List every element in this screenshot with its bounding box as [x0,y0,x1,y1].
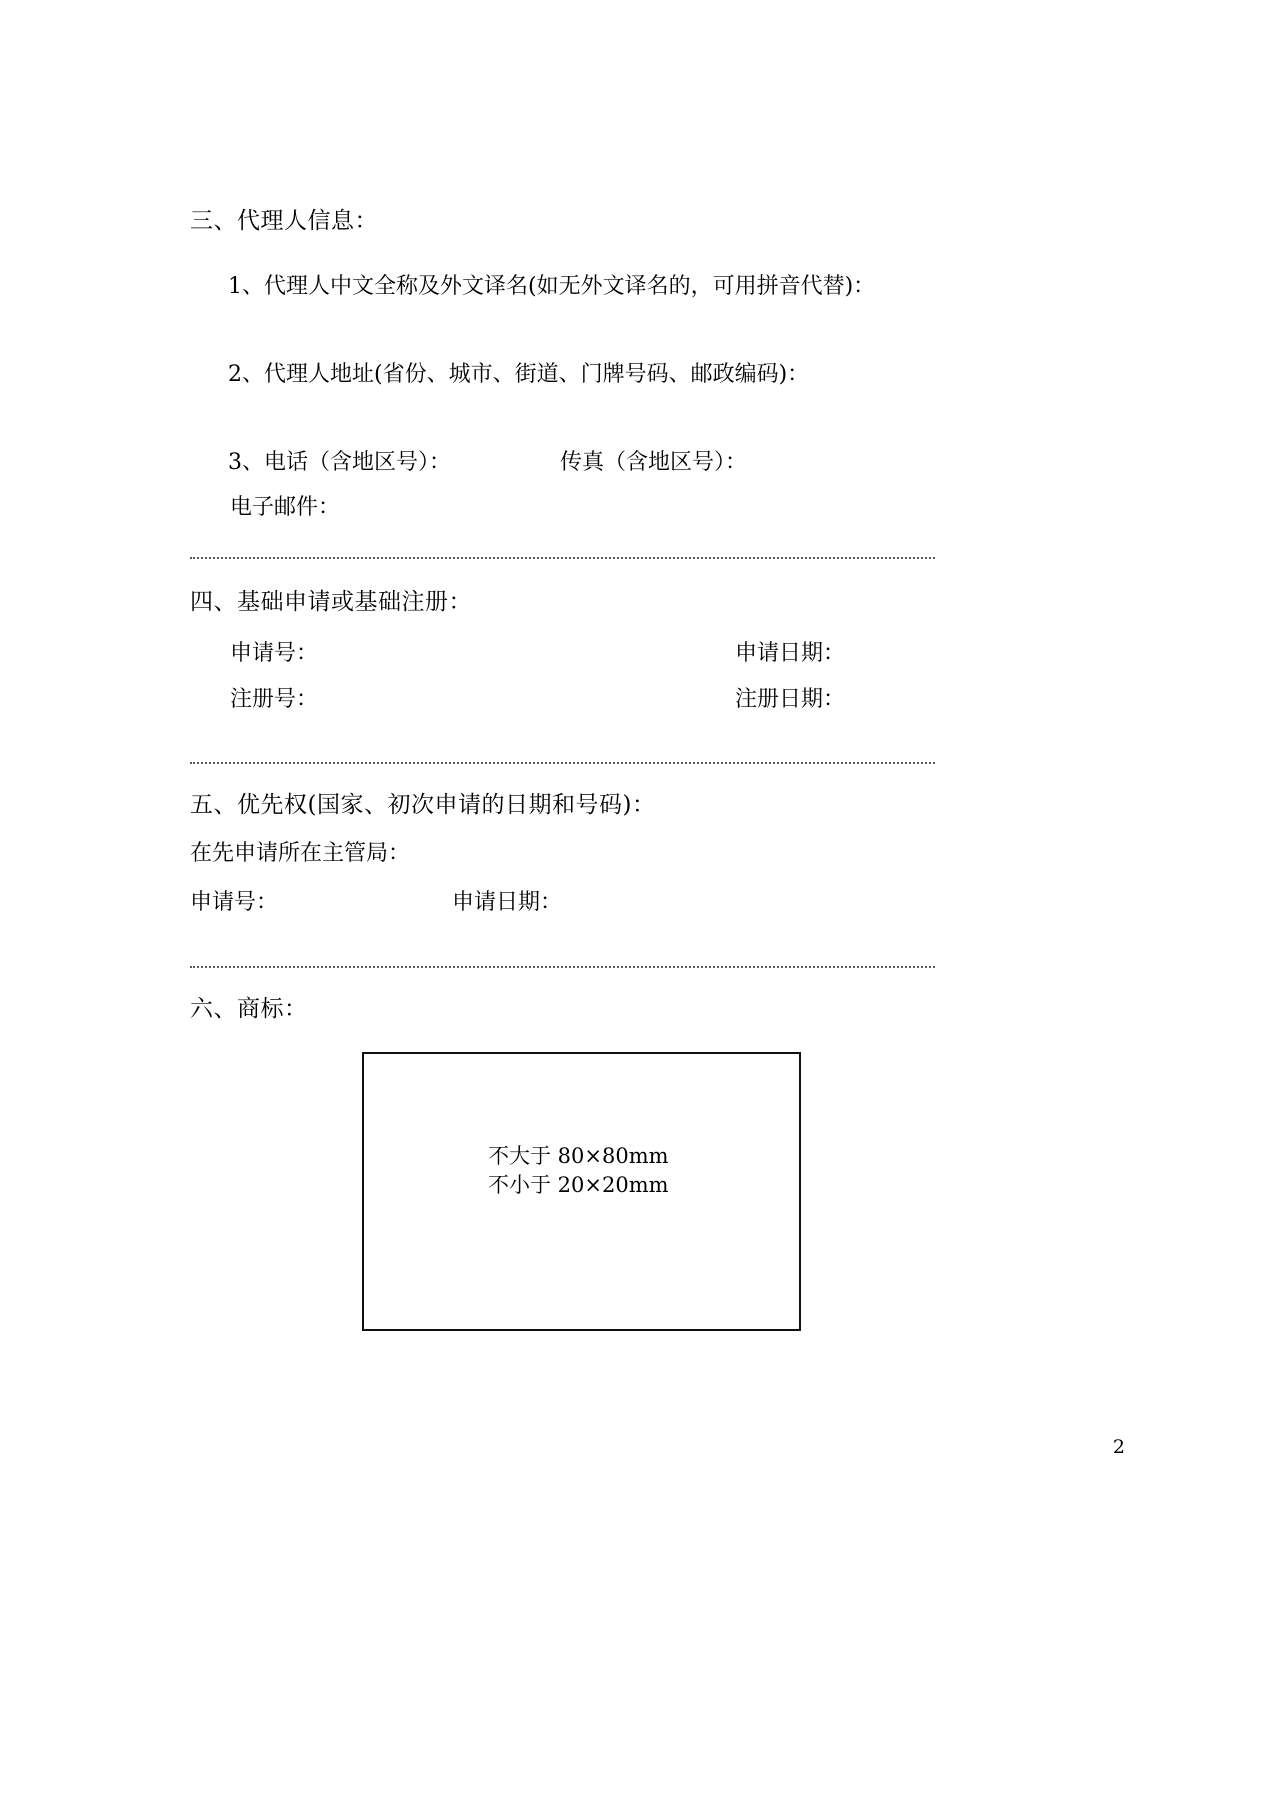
spacer [190,916,935,966]
priority-application-row [190,890,935,916]
agent-address-label: 2、代理人地址(省份、城市、街道、门牌号码、邮政编码)： [228,361,810,387]
agent-fax-label: 传真（含地区号）： [560,450,748,476]
page-number: 2 [1112,1436,1125,1458]
section-heading-agent: 三、代理人信息： [190,208,378,234]
page-content [190,0,935,1352]
mark-size-min: 不小于 20×20mm [488,1173,669,1198]
agent-address-blank [190,388,935,450]
spacer [190,667,935,687]
spacer [190,521,935,557]
section-heading-priority: 五、优先权(国家、初次申请的日期和号码)： [190,791,656,818]
spacer [190,1024,935,1052]
spacer [190,617,935,641]
agent-email-label: 电子邮件： [230,494,341,520]
spacer [190,819,935,841]
trademark-specimen-box[interactable] [362,1052,801,1331]
mark-box-wrapper [190,1052,935,1352]
agent-contact-row [190,450,935,476]
basic-registration-row [190,687,935,713]
basic-registration-number-label: 注册号： [230,687,319,713]
priority-office-label: 在先申请所在主管局： [190,841,411,867]
spacer [190,559,935,589]
mark-size-note [488,1142,669,1202]
priority-application-number-label: 申请号： [190,889,279,915]
spacer [190,764,935,792]
agent-name-label: 1、代理人中文全称及外文译名(如无外文译名的，可用拼音代替)： [228,273,876,299]
agent-phone-label: 3、电话（含地区号）： [228,450,451,476]
section-heading-mark: 六、商标： [190,995,308,1022]
spacer [190,477,935,495]
agent-name-blank [190,300,935,362]
spacer [190,236,935,274]
basic-application-number-label: 申请号： [230,640,319,666]
spacer [190,868,935,890]
spacer [190,714,935,762]
mark-size-max: 不大于 80×80mm [488,1143,669,1168]
basic-registration-date-label: 注册日期： [735,687,846,713]
spacer [190,968,935,996]
basic-application-row [190,641,935,667]
top-margin-spacer [190,0,935,208]
section-heading-basic: 四、基础申请或基础注册： [190,589,472,616]
basic-application-date-label: 申请日期： [735,640,846,666]
priority-application-date-label: 申请日期： [452,889,563,915]
